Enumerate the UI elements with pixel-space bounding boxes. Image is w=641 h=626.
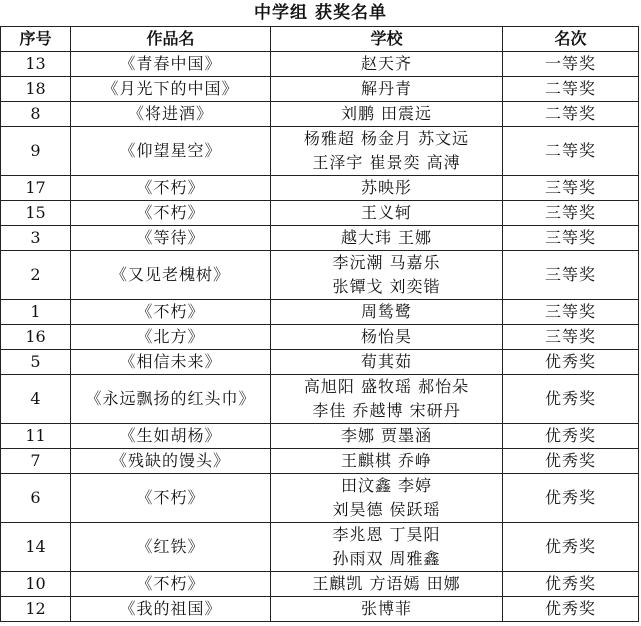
table-row [1,127,639,176]
participant-line: 李佳 乔越博 宋研丹 [312,401,461,420]
cell-work-title: 《等待》 [71,226,271,251]
cell-award-rank: 优秀奖 [503,597,639,622]
cell-participants [271,597,503,622]
cell-number: 9 [1,127,71,176]
participant-line: 李沅潮 马嘉乐 [332,253,441,272]
table-row [1,77,639,102]
cell-work-title: 《不朽》 [71,474,271,523]
participant-line: 王麒棋 乔峥 [340,451,433,470]
participant-line: 越大玮 王娜 [340,228,433,247]
table-row [1,424,639,449]
cell-award-rank: 优秀奖 [503,449,639,474]
table-body [1,52,639,622]
participant-names [271,176,502,200]
participant-names [271,226,502,250]
participant-names [271,597,502,621]
table-row [1,52,639,77]
column-header-school: 学校 [271,27,503,52]
participant-names [271,375,502,423]
participant-line: 张镡戈 刘奕锴 [332,277,441,296]
column-header-rank: 名次 [503,27,639,52]
participant-line: 刘昊德 侯跃瑶 [332,500,441,519]
table-row [1,523,639,572]
cell-participants [271,127,503,176]
cell-number: 12 [1,597,71,622]
cell-number: 15 [1,201,71,226]
participant-names [271,325,502,349]
cell-participants [271,325,503,350]
cell-number: 18 [1,77,71,102]
participant-names [271,251,502,299]
table-row [1,176,639,201]
cell-participants [271,201,503,226]
cell-work-title: 《残缺的馒头》 [71,449,271,474]
table-row [1,375,639,424]
cell-award-rank: 一等奖 [503,52,639,77]
participant-line: 周鸶鹭 [360,302,412,321]
table-row [1,572,639,597]
participant-names [271,572,502,596]
cell-award-rank: 二等奖 [503,127,639,176]
participant-line: 苏映彤 [360,178,412,197]
table-row [1,201,639,226]
cell-award-rank: 优秀奖 [503,375,639,424]
participant-line: 张博菲 [360,599,412,618]
cell-number: 7 [1,449,71,474]
cell-participants [271,523,503,572]
cell-work-title: 《青春中国》 [71,52,271,77]
table-row [1,325,639,350]
cell-award-rank: 三等奖 [503,201,639,226]
award-table [0,26,639,622]
cell-award-rank: 优秀奖 [503,474,639,523]
cell-work-title: 《相信未来》 [71,350,271,375]
cell-award-rank: 优秀奖 [503,424,639,449]
cell-participants [271,251,503,300]
participant-names [271,52,502,76]
cell-award-rank: 三等奖 [503,176,639,201]
cell-participants [271,350,503,375]
participant-names [271,102,502,126]
cell-number: 2 [1,251,71,300]
participant-line: 杨怡昊 [360,327,412,346]
cell-participants [271,226,503,251]
cell-number: 6 [1,474,71,523]
cell-participants [271,424,503,449]
participant-names [271,350,502,374]
cell-award-rank: 三等奖 [503,300,639,325]
cell-number: 16 [1,325,71,350]
cell-number: 5 [1,350,71,375]
cell-work-title: 《我的祖国》 [71,597,271,622]
cell-award-rank: 三等奖 [503,325,639,350]
cell-work-title: 《不朽》 [71,572,271,597]
participant-line: 王义轲 [360,203,412,222]
cell-work-title: 《生如胡杨》 [71,424,271,449]
participant-line: 王麒凯 方语嫣 田娜 [312,574,461,593]
cell-number: 10 [1,572,71,597]
cell-number: 3 [1,226,71,251]
cell-award-rank: 优秀奖 [503,350,639,375]
participant-names [271,127,502,175]
cell-work-title: 《永远飘扬的红头巾》 [71,375,271,424]
cell-participants [271,102,503,127]
participant-names [271,449,502,473]
cell-award-rank: 二等奖 [503,102,639,127]
participant-line: 田汶鑫 李婷 [340,476,433,495]
cell-work-title: 《仰望星空》 [71,127,271,176]
table-row [1,300,639,325]
participant-names [271,523,502,571]
participant-line: 孙雨双 周雅鑫 [332,549,441,568]
cell-award-rank: 二等奖 [503,77,639,102]
participant-names [271,201,502,225]
table-row [1,102,639,127]
participant-line: 解丹青 [360,79,412,98]
cell-number: 11 [1,424,71,449]
cell-number: 13 [1,52,71,77]
cell-work-title: 《月光下的中国》 [71,77,271,102]
cell-number: 4 [1,375,71,424]
column-header-work: 作品名 [71,27,271,52]
participant-line: 刘鹏 田震远 [340,104,433,123]
cell-number: 14 [1,523,71,572]
cell-participants [271,449,503,474]
cell-work-title: 《又见老槐树》 [71,251,271,300]
participant-names [271,424,502,448]
table-row [1,251,639,300]
cell-work-title: 《北方》 [71,325,271,350]
table-row [1,350,639,375]
participant-names [271,474,502,522]
participant-line: 李兆恩 丁昊阳 [332,525,441,544]
cell-work-title: 《将进酒》 [71,102,271,127]
participant-names [271,77,502,101]
cell-participants [271,176,503,201]
column-header-number: 序号 [1,27,71,52]
cell-work-title: 《不朽》 [71,300,271,325]
participant-line: 赵天齐 [360,54,412,73]
participant-line: 王泽宇 崔景奕 高溥 [312,153,461,172]
cell-award-rank: 三等奖 [503,251,639,300]
cell-award-rank: 优秀奖 [503,523,639,572]
cell-number: 1 [1,300,71,325]
cell-number: 8 [1,102,71,127]
participant-line: 荀萁茹 [360,352,412,371]
cell-award-rank: 三等奖 [503,226,639,251]
cell-work-title: 《不朽》 [71,201,271,226]
cell-participants [271,52,503,77]
participant-line: 杨雅超 杨金月 苏文远 [303,129,470,148]
table-row [1,226,639,251]
cell-participants [271,375,503,424]
page-title: 中学组 获奖名单 [254,3,387,23]
table-row [1,474,639,523]
cell-award-rank: 优秀奖 [503,572,639,597]
participant-line: 李娜 贾墨涵 [340,426,433,445]
table-row [1,449,639,474]
cell-participants [271,474,503,523]
cell-work-title: 《红铁》 [71,523,271,572]
participant-names [271,300,502,324]
cell-work-title: 《不朽》 [71,176,271,201]
participant-line: 高旭阳 盛牧瑶 郝怡朵 [303,377,470,396]
cell-participants [271,77,503,102]
cell-number: 17 [1,176,71,201]
cell-participants [271,572,503,597]
table-header-row [1,27,639,52]
table-row [1,597,639,622]
cell-participants [271,300,503,325]
